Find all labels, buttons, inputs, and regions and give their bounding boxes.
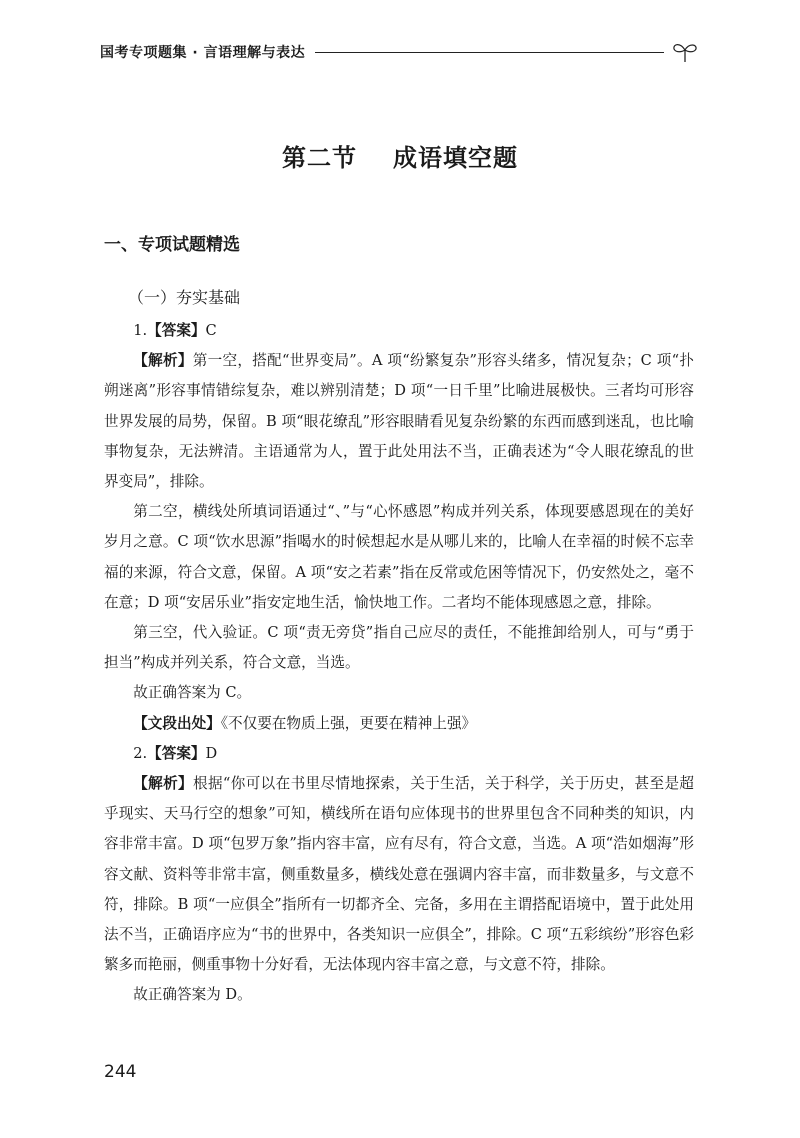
q1-analysis-text: 第一空，搭配“世界变局”。A 项“纷繁复杂”形容头绪多，情况复杂；C 项“扑朔迷离”形容事情错综复杂，难以辨别清楚；D 项“一日千里”比喻进展极快。三者均可形容世界发展的局势，保留。B 项“眼花缭乱”形容眼睛看见复杂纷繁的东西而感到迷乱，也比喻事物复杂，无法辨清。主语通常为人，置于此处用法不当，正确表述为“令人眼花缭乱的世界变局”，排除。 — [104, 352, 694, 491]
q1-answer: C — [205, 322, 217, 339]
chapter-name: 成语填空题 — [393, 144, 518, 172]
body-text — [104, 316, 694, 1011]
q1-analysis-p2: 第二空，横线处所填词语通过“、”与“心怀感恩”构成并列关系，体现要感恩现在的美好岁月之意。C 项“饮水思源”指喝水的时候想起水是从哪儿来的，比喻人在幸福的时候不忘幸福的来源，符合文意，保留。A 项“安之若素”指在反常或危困等情况下，仍安然处之，毫不在意；D 项“安居乐业”指安定地生活，愉快地工作。二者均不能体现感恩之意，排除。 — [104, 503, 694, 611]
q1-analysis-tag: 【解析】 — [133, 352, 193, 370]
header-rule — [315, 52, 664, 53]
chapter-section: 第二节 — [282, 144, 357, 172]
q2-answer-tag: 【答案】 — [147, 744, 206, 762]
q2-analysis-tag: 【解析】 — [133, 775, 194, 793]
q1-source-line — [104, 709, 694, 739]
running-title: 国考专项题集 · 言语理解与表达 — [100, 45, 306, 61]
q1-answer-tag: 【答案】 — [147, 322, 206, 339]
q1-conclusion: 故正确答案为 C。 — [133, 684, 252, 702]
q2-number: 2. — [133, 744, 148, 762]
q2-conclusion: 故正确答案为 D。 — [133, 986, 252, 1004]
page-number: 244 — [104, 1062, 137, 1082]
running-header — [100, 40, 700, 64]
q2-answer-line — [104, 739, 694, 769]
chapter-title — [0, 138, 800, 173]
sprout-icon — [670, 40, 700, 64]
q2-answer: D — [205, 744, 218, 762]
section-heading: 一、专项试题精选 — [104, 235, 240, 255]
q1-source-tag: 【文段出处】 — [133, 714, 221, 732]
q1-number: 1. — [133, 322, 148, 339]
q1-answer-line — [104, 316, 694, 346]
q1-source: 《不仅要在物质上强，更要在精神上强》 — [220, 714, 477, 732]
q2-analysis-p1 — [104, 769, 694, 980]
q2-analysis-text: 根据“你可以在书里尽情地探索，关于生活，关于科学，关于历史，甚至是超乎现实、天马行空的想象”可知，横线所在语句应体现书的世界里包含不同种类的知识，内容非常丰富。D 项“包罗万象”指内容丰富，应有尽有，符合文意，当选。A 项“浩如烟海”形容文献、资料等非常丰富，侧重数量多，横线处意在强调内容丰富，而非数量多，与文意不符，排除。B 项“一应俱全”指所有一切都齐全、完备，多用在主谓搭配语境中，置于此处用法不当，正确语序应为“书的世界中，各类知识一应俱全”，排除。C 项“五彩缤纷”形容色彩繁多而艳丽，侧重事物十分好看，无法体现内容丰富之意，与文意不符，排除。 — [104, 775, 694, 974]
subsection-heading: （一）夯实基础 — [128, 288, 241, 307]
q1-analysis-p3: 第三空，代入验证。C 项“责无旁贷”指自己应尽的责任，不能推卸给别人，可与“勇于担当”构成并列关系，符合文意，当选。 — [104, 624, 694, 672]
q1-analysis-p1 — [104, 346, 694, 497]
